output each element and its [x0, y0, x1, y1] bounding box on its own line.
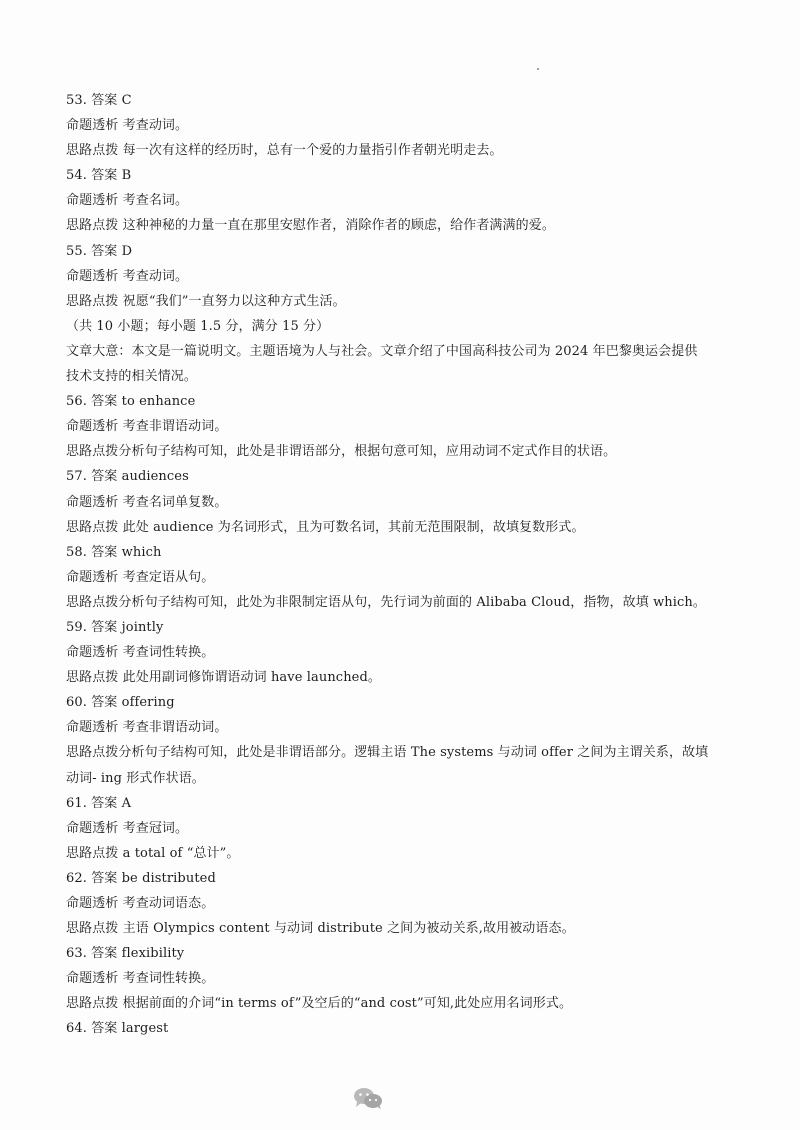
analysis-line: 命题透析 考查词性转换。 [66, 971, 215, 987]
analysis-line: 命题透析 考查名词单复数。 [66, 494, 228, 510]
scan-speck [537, 68, 539, 70]
wechat-icon [352, 1086, 384, 1110]
answer-line: 62. 答案 be distributed [66, 870, 216, 886]
answer-line: 54. 答案 B [66, 168, 132, 184]
hint-line: 思路点拨 主语 Olympics content 与动词 distribute 之间为被动关系,故用被动语态。 [66, 921, 575, 937]
answer-line: 61. 答案 A [66, 795, 132, 811]
hint-line: 思路点拨分析句子结构可知，此处是非谓语部分。逻辑主语 The systems 与动词 offer 之间为主谓关系，故填 [66, 745, 709, 761]
section-score-note: （共 10 小题；每小题 1.5 分，满分 15 分） [66, 318, 330, 334]
hint-line: 思路点拨 每一次有这样的经历时，总有一个爱的力量指引作者朝光明走去。 [66, 143, 503, 159]
answer-line: 57. 答案 audiences [66, 469, 189, 485]
answer-explanations [66, 88, 766, 1042]
hint-line: 思路点拨分析句子结构可知，此处是非谓语部分，根据句意可知，应用动词不定式作目的状语。 [66, 444, 617, 460]
analysis-line: 命题透析 考查动词。 [66, 118, 189, 134]
answer-line: 63. 答案 flexibility [66, 946, 185, 962]
analysis-line: 命题透析 考查非谓语动词。 [66, 720, 228, 736]
hint-line: 思路点拨 此处 audience 为名词形式，且为可数名词，其前无范围限制，故填复数形式。 [66, 519, 585, 535]
analysis-line: 命题透析 考查名词。 [66, 193, 189, 209]
hint-line: 思路点拨 这种神秘的力量一直在那里安慰作者，消除作者的顾虑，给作者满满的爱。 [66, 218, 555, 234]
analysis-line: 命题透析 考查动词语态。 [66, 896, 215, 911]
answer-line: 53. 答案 C [66, 93, 132, 108]
analysis-line: 命题透析 考查冠词。 [66, 820, 189, 836]
hint-line: 思路点拨 祝愿“我们”一直努力以这种方式生活。 [66, 293, 346, 309]
analysis-line: 命题透析 考查定语从句。 [66, 569, 215, 585]
answer-line: 64. 答案 largest [66, 1021, 169, 1037]
passage-summary-line: 技术支持的相关情况。 [66, 369, 198, 385]
hint-line-continued: 动词- ing 形式作状语。 [66, 770, 205, 786]
hint-line: 思路点拨 根据前面的介词“in terms of”及空后的“and cost”可知,此处应用名词形式。 [66, 996, 573, 1012]
passage-summary-line: 文章大意：本文是一篇说明文。主题语境为人与社会。文章介绍了中国高科技公司为 2024 年巴黎奥运会提供 [66, 343, 698, 359]
answer-line: 55. 答案 D [66, 243, 133, 259]
answer-line: 56. 答案 to enhance [66, 394, 196, 410]
hint-line: 思路点拨 a total of “总计”。 [66, 845, 240, 861]
analysis-line: 命题透析 考查非谓语动词。 [66, 419, 228, 435]
answer-line: 58. 答案 which [66, 544, 162, 560]
analysis-line: 命题透析 考查词性转换。 [66, 645, 215, 661]
answer-line: 59. 答案 jointly [66, 619, 164, 635]
hint-line: 思路点拨分析句子结构可知，此处为非限制定语从句，先行词为前面的 Alibaba Cloud，指物，故填 which。 [66, 594, 706, 610]
answer-line: 60. 答案 offering [66, 695, 175, 711]
hint-line: 思路点拨 此处用副词修饰谓语动词 have launched。 [66, 670, 381, 686]
analysis-line: 命题透析 考查动词。 [66, 268, 189, 284]
